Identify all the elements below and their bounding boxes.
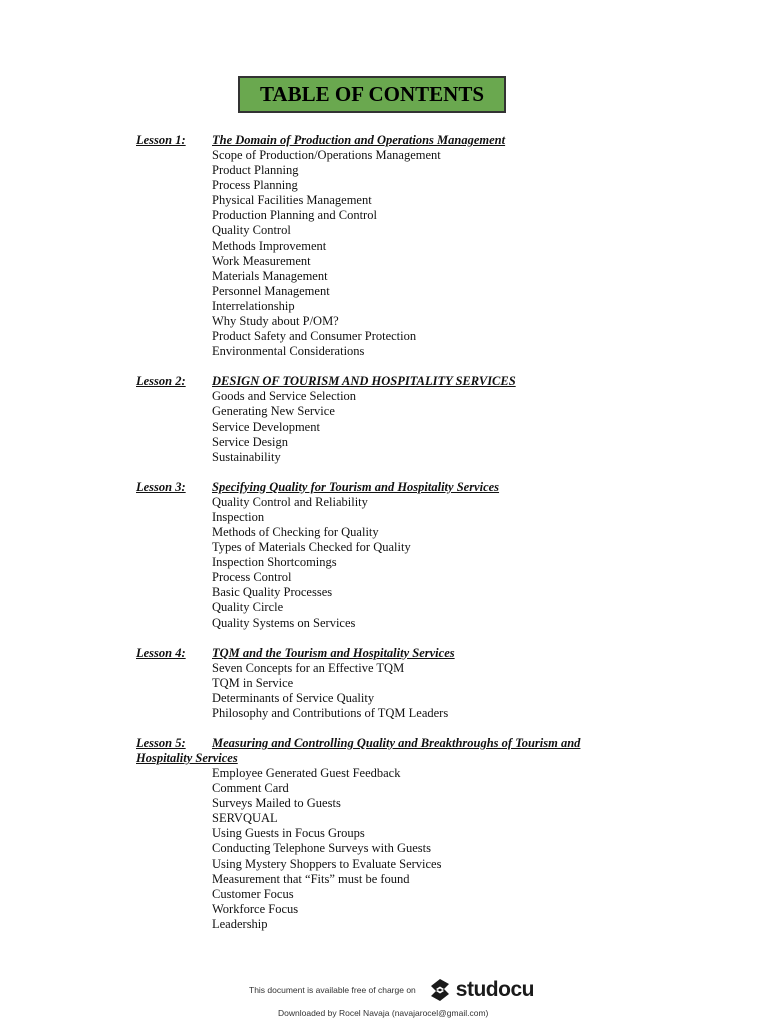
lesson-number: Lesson 3: xyxy=(136,479,186,494)
lesson-heading xyxy=(136,133,736,148)
topic-item: Using Mystery Shoppers to Evaluate Services xyxy=(212,856,442,871)
page-title: TABLE OF CONTENTS xyxy=(238,76,506,113)
topic-item: Determinants of Service Quality xyxy=(212,690,375,705)
topic-item: Process Control xyxy=(212,570,292,585)
lesson-title: Specifying Quality for Tourism and Hospitality Services xyxy=(212,479,500,494)
topic-item: Conducting Telephone Surveys with Guests xyxy=(212,841,432,856)
lesson-title-continued: Hospitality Services xyxy=(136,751,238,765)
topic-item: Quality Control xyxy=(212,223,291,238)
footer xyxy=(240,975,540,1020)
lesson-topic-list xyxy=(136,495,736,631)
topic-item: Physical Facilities Management xyxy=(212,193,372,208)
topic-item: Quality Circle xyxy=(212,600,284,615)
topic-item: Methods Improvement xyxy=(212,238,327,253)
studocu-brand: studocu xyxy=(455,978,534,1001)
lesson-section xyxy=(136,133,736,359)
topic-item: Why Study about P/OM? xyxy=(212,314,339,329)
lesson-heading xyxy=(136,736,736,751)
studocu-logo-icon xyxy=(428,978,452,1002)
topic-item: Basic Quality Processes xyxy=(212,585,333,600)
availability-text: This document is available free of charge on xyxy=(249,985,416,995)
lesson-number: Lesson 1: xyxy=(136,133,186,147)
lesson-title: The Domain of Production and Operations Management xyxy=(212,133,506,147)
topic-item: Types of Materials Checked for Quality xyxy=(212,540,411,555)
topic-item: Goods and Service Selection xyxy=(212,389,357,404)
lesson-topic-list xyxy=(136,389,736,464)
topic-item: Interrelationship xyxy=(212,298,295,313)
topic-item: Inspection Shortcomings xyxy=(212,555,337,570)
topic-item: Service Design xyxy=(212,434,289,449)
topic-item: Production Planning and Control xyxy=(212,208,377,223)
lesson-title: TQM and the Tourism and Hospitality Services xyxy=(212,645,455,660)
topic-item: Sustainability xyxy=(212,449,281,464)
topic-item: Inspection xyxy=(212,509,265,524)
topic-item: Seven Concepts for an Effective TQM xyxy=(212,660,405,675)
topic-item: Environmental Considerations xyxy=(212,344,365,359)
table-of-contents xyxy=(136,133,736,947)
topic-item: Generating New Service xyxy=(212,404,335,419)
topic-item: Methods of Checking for Quality xyxy=(212,524,379,539)
lesson-heading xyxy=(136,480,736,495)
topic-item: Surveys Mailed to Guests xyxy=(212,796,341,811)
footer-banner[interactable] xyxy=(240,975,540,1005)
topic-item: Measurement that “Fits” must be found xyxy=(212,871,410,886)
lesson-title: Measuring and Controlling Quality and Breakthroughs of Tourism and xyxy=(212,736,581,750)
topic-item: Customer Focus xyxy=(212,886,294,901)
lesson-topic-list xyxy=(136,766,736,932)
topic-item: Service Development xyxy=(212,419,320,434)
lesson-section xyxy=(136,480,736,631)
topic-item: Work Measurement xyxy=(212,253,311,268)
topic-item: Personnel Management xyxy=(212,283,330,298)
topic-item: Using Guests in Focus Groups xyxy=(212,826,365,841)
topic-item: Product Safety and Consumer Protection xyxy=(212,329,417,344)
topic-item: Employee Generated Guest Feedback xyxy=(212,766,401,780)
topic-item: Quality Systems on Services xyxy=(212,615,356,630)
topic-item: Quality Control and Reliability xyxy=(212,494,368,509)
lesson-number: Lesson 5: xyxy=(136,736,186,750)
topic-item: SERVQUAL xyxy=(212,811,278,826)
topic-item: Materials Management xyxy=(212,268,328,283)
topic-item: TQM in Service xyxy=(212,675,294,690)
lesson-topic-list xyxy=(136,148,736,359)
lesson-heading xyxy=(136,646,736,661)
download-info: Downloaded by Rocel Navaja (navajarocel@gmail.com) xyxy=(278,1008,489,1018)
lesson-number: Lesson 2: xyxy=(136,374,186,389)
lesson-section xyxy=(136,646,736,721)
lesson-heading xyxy=(136,374,736,389)
topic-item: Comment Card xyxy=(212,781,289,796)
lesson-section xyxy=(136,736,736,932)
topic-item: Workforce Focus xyxy=(212,901,299,916)
topic-item: Philosophy and Contributions of TQM Leaders xyxy=(212,705,449,720)
topic-item: Scope of Production/Operations Management xyxy=(212,148,441,162)
lesson-title: DESIGN OF TOURISM AND HOSPITALITY SERVICES xyxy=(212,374,516,389)
topic-item: Product Planning xyxy=(212,163,299,178)
lesson-section xyxy=(136,374,736,464)
topic-item: Process Planning xyxy=(212,178,298,193)
topic-item: Leadership xyxy=(212,916,268,931)
lesson-topic-list xyxy=(136,661,736,721)
lesson-number: Lesson 4: xyxy=(136,645,186,660)
